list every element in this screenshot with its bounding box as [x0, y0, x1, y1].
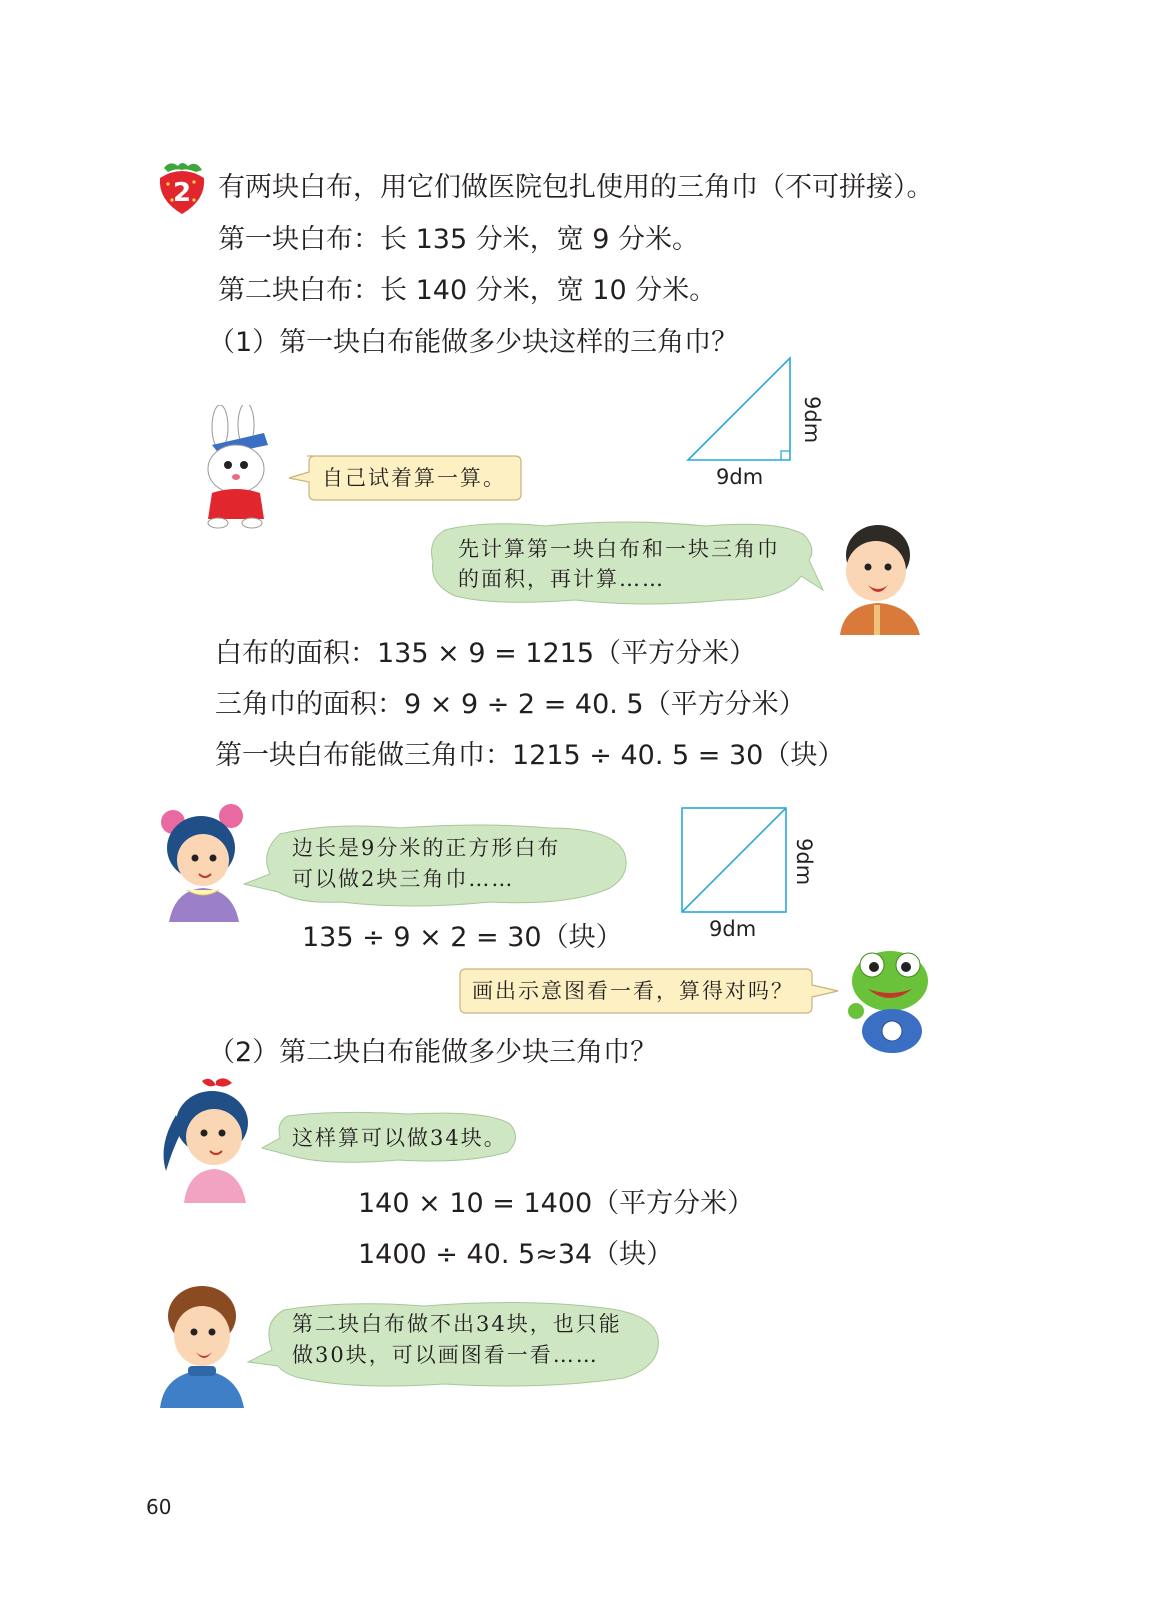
boy2-bubble-line1: 第二块白布做不出34块，也只能: [292, 1312, 622, 1336]
triangle-height-label: 9dm: [800, 396, 824, 444]
question-2: （2）第二块白布能做多少块三角巾？: [208, 1037, 658, 1068]
boy1-bubble-line2: 的面积，再计算……: [458, 567, 665, 591]
square-diagram: [678, 804, 790, 916]
triangle-diagram: [680, 352, 810, 464]
girl-character-icon: [155, 800, 245, 925]
problem-intro: 有两块白布，用它们做医院包扎使用的三角巾（不可拼接）。: [218, 172, 934, 203]
boy-character-icon: [830, 515, 930, 635]
rabbit-bubble-text: 自己试着算一算。: [322, 466, 506, 490]
question-1: （1）第一块白布能做多少块这样的三角巾？: [208, 327, 739, 358]
problem-number: 2: [172, 178, 192, 208]
boy-sweater-character-icon: [152, 1280, 248, 1410]
strawberry-badge-icon: [156, 160, 208, 216]
calc-count2: 1400 ÷ 40. 5≈34（块）: [358, 1239, 674, 1270]
cloth1-spec: 第一块白布：长 135 分米，宽 9 分米。: [218, 224, 700, 255]
calc-area2: 140 × 10 = 1400（平方分米）: [358, 1188, 755, 1219]
girl1-bubble-line2: 可以做2块三角巾……: [292, 867, 515, 891]
square-base-label: 9dm: [709, 917, 757, 941]
square-height-label: 9dm: [792, 838, 816, 886]
cloth2-spec: 第二块白布：长 140 分米，宽 10 分米。: [218, 275, 717, 306]
girl2-bubble-text: 这样算可以做34块。: [292, 1126, 507, 1150]
calc-alt1: 135 ÷ 9 × 2 = 30（块）: [302, 922, 623, 953]
calc-triangle-area: 三角巾的面积：9 × 9 ÷ 2 = 40. 5（平方分米）: [215, 689, 806, 720]
boy1-bubble-line1: 先计算第一块白布和一块三角巾: [458, 537, 780, 561]
page-number: 60: [146, 1495, 172, 1519]
calc-cloth-area: 白布的面积：135 × 9 = 1215（平方分米）: [215, 638, 757, 669]
frog-bubble-text: 画出示意图看一看，算得对吗？: [472, 979, 794, 1003]
girl1-bubble-line1: 边长是9分米的正方形白布: [292, 836, 561, 860]
frog-character-icon: [842, 945, 938, 1055]
triangle-base-label: 9dm: [716, 465, 764, 489]
calc-count1: 第一块白布能做三角巾：1215 ÷ 40. 5 = 30（块）: [215, 740, 845, 771]
girl-ponytail-character-icon: [158, 1075, 258, 1205]
boy2-bubble-line2: 做30块，可以画图看一看……: [292, 1343, 599, 1367]
rabbit-character-icon: [190, 405, 280, 530]
